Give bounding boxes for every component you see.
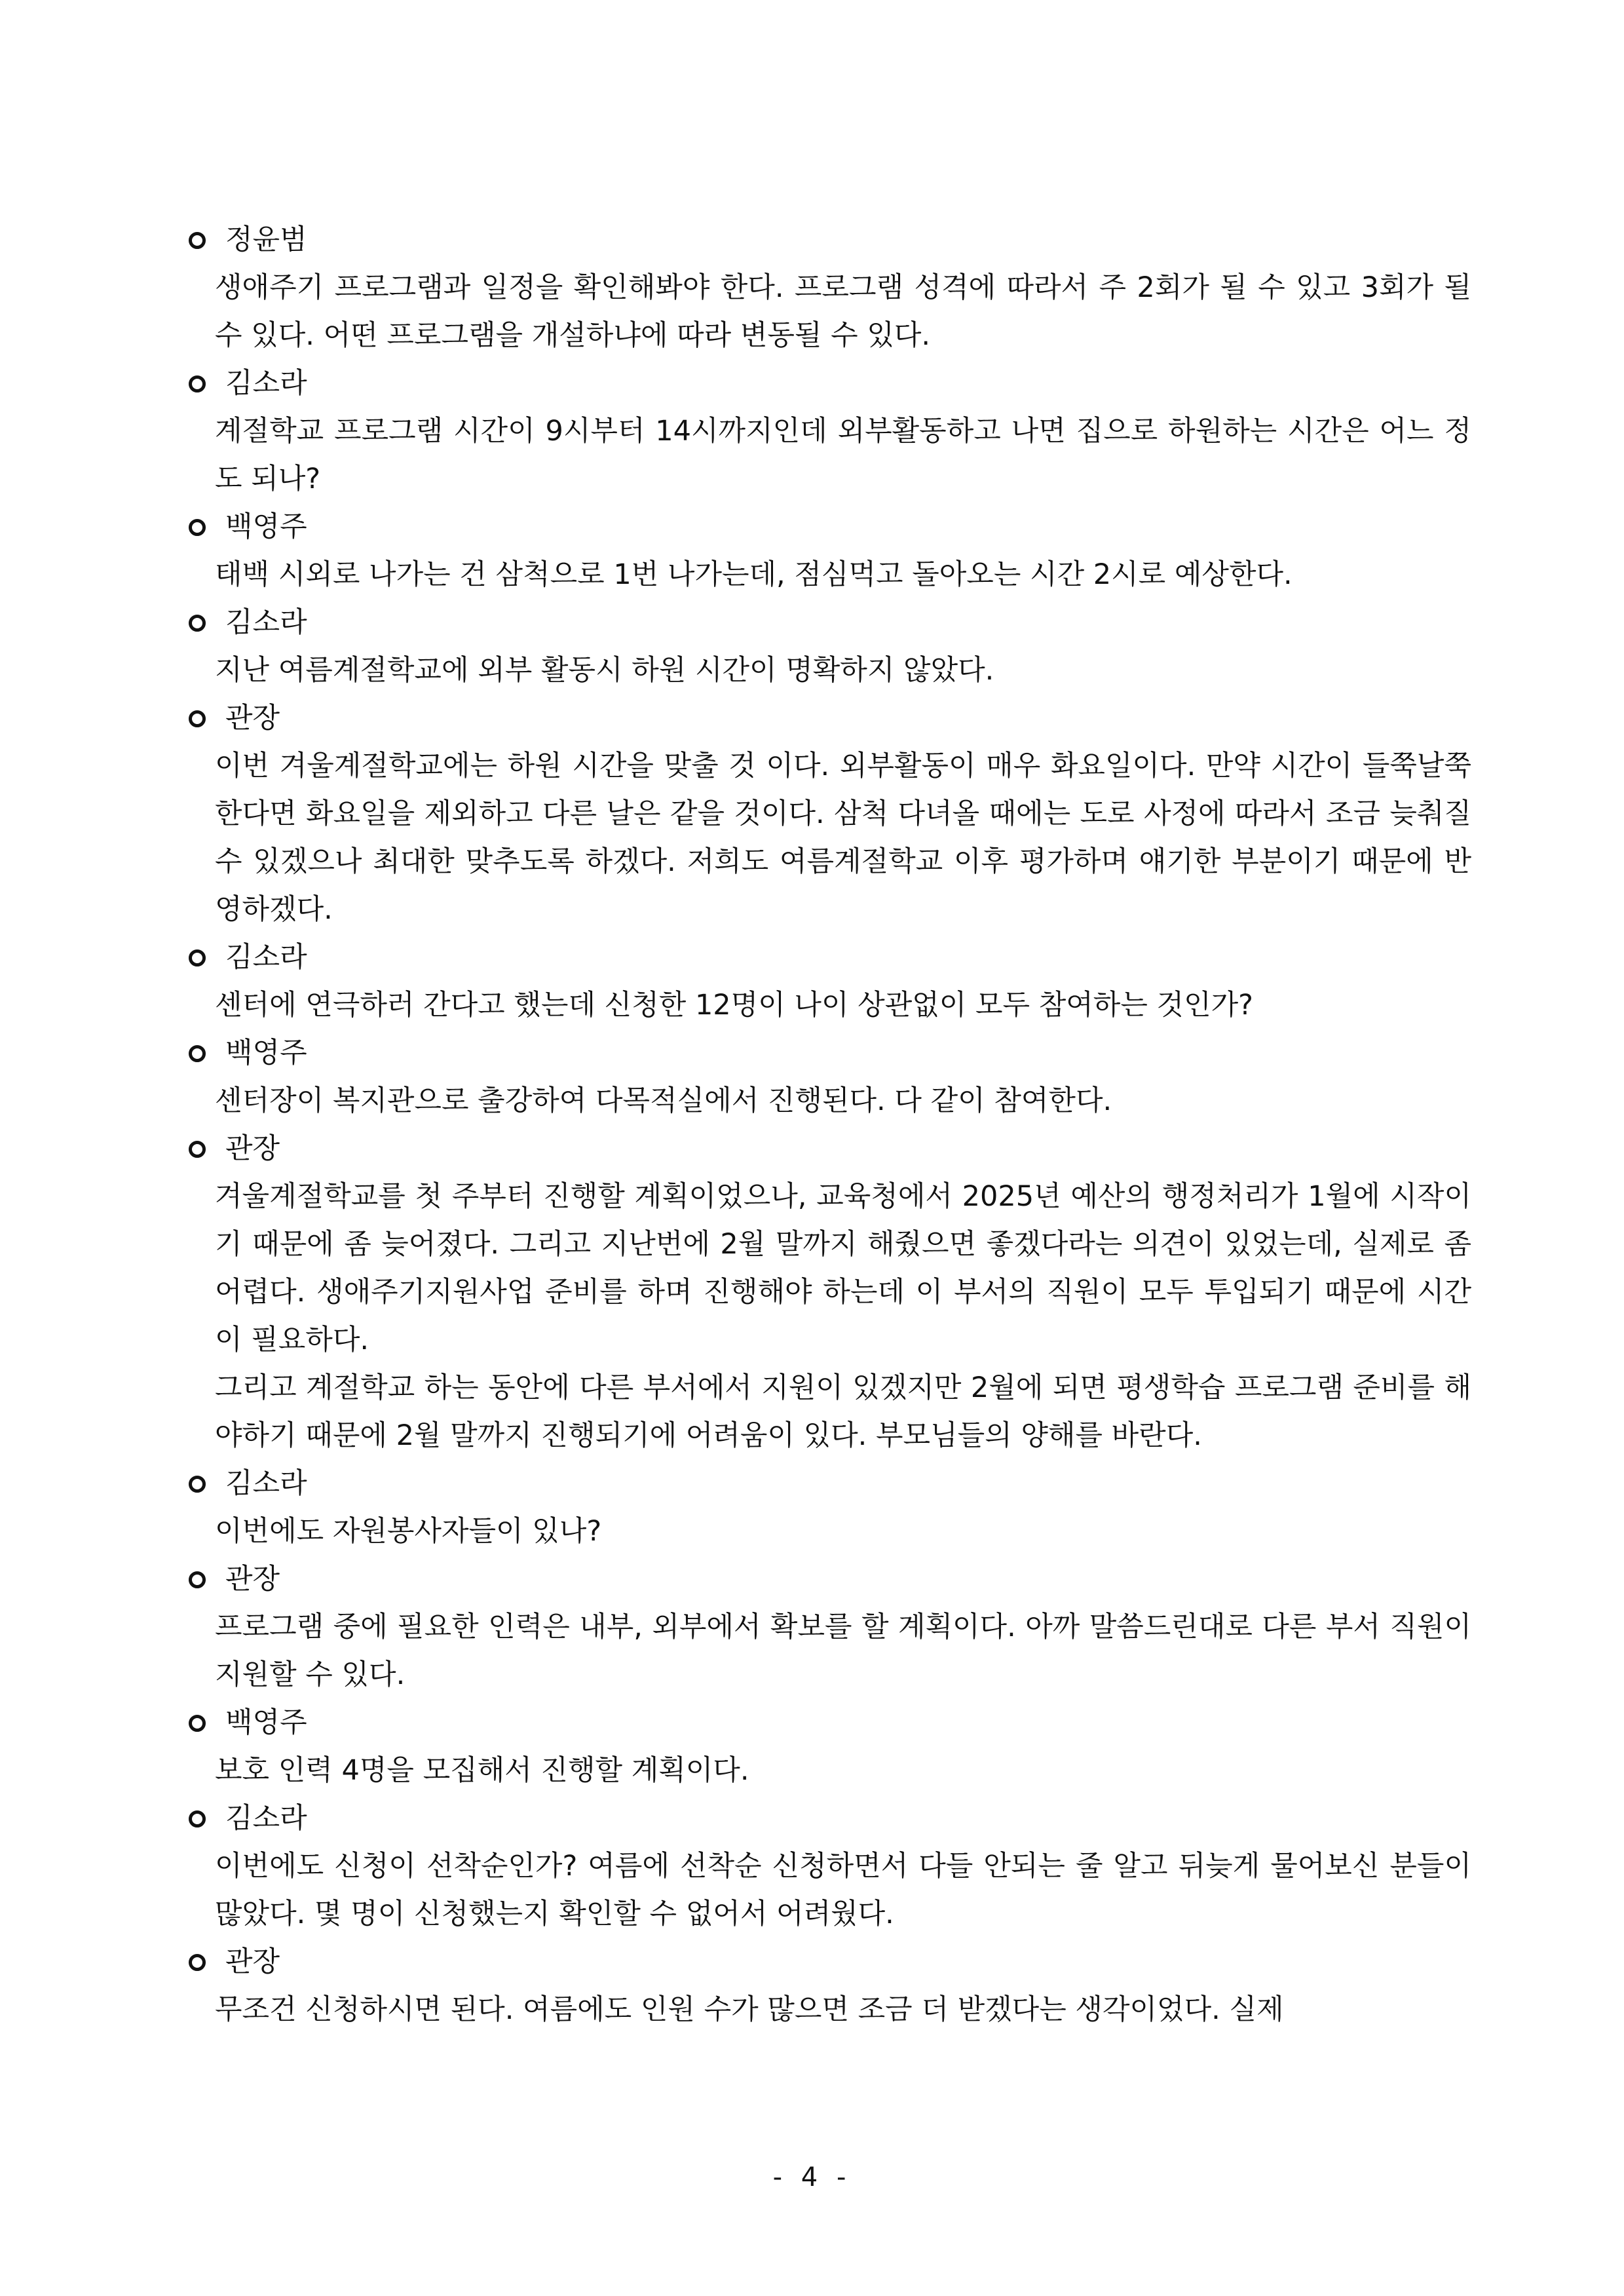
speaker-row (174, 360, 1471, 408)
speaker-name: 관장 (225, 702, 280, 735)
speaker-row (174, 599, 1471, 647)
minutes-entry (174, 503, 1471, 599)
circle-bullet-icon (189, 1715, 206, 1732)
circle-bullet-icon (189, 949, 206, 966)
minutes-entry (174, 1460, 1471, 1556)
speaker-row (174, 1125, 1471, 1173)
circle-bullet-icon (189, 519, 206, 536)
circle-bullet-icon (189, 232, 206, 249)
speaker-remark (215, 408, 1471, 503)
remark-paragraph: 계절학교 프로그램 시간이 9시부터 14시까지인데 외부활동하고 나면 집으로 하원하는 시간은 어느 정도 되나? (215, 415, 1471, 495)
speaker-remark (215, 1173, 1471, 1460)
minutes-entry (174, 695, 1471, 934)
remark-paragraph: 무조건 신청하시면 된다. 여름에도 인원 수가 많으면 조금 더 받겠다는 생각이었다. 실제 (215, 1993, 1284, 2026)
remark-paragraph: 지난 여름계절학교에 외부 활동시 하원 시간이 명확하지 않았다. (215, 654, 994, 687)
speaker-name: 김소라 (225, 367, 307, 400)
remark-paragraph: 이번에도 자원봉사자들이 있나? (215, 1515, 602, 1548)
speaker-remark (215, 1077, 1471, 1125)
speaker-name: 관장 (225, 1563, 280, 1596)
minutes-entry (174, 1795, 1471, 1938)
remark-paragraph: 이번 겨울계절학교에는 하원 시간을 맞출 것 이다. 외부활동이 매우 화요일이다. 만약 시간이 들쭉날쭉한다면 화요일을 제외하고 다른 날은 같을 것이다. 삼척 다녀올 때에는 도로 사정에 따라서 조금 늦춰질 수 있겠으나 최대한 맞추도록 하겠다. 저희도 여름계절학교 이후 평가하며 얘기한 부분이기 때문에 반영하겠다. (215, 750, 1471, 926)
remark-paragraph: 태백 시외로 나가는 건 삼척으로 1번 나가는데, 점심먹고 돌아오는 시간 2시로 예상한다. (215, 558, 1293, 591)
minutes-entry (174, 1699, 1471, 1795)
circle-bullet-icon (189, 1954, 206, 1971)
circle-bullet-icon (189, 1810, 206, 1827)
circle-bullet-icon (189, 1476, 206, 1493)
speaker-name: 백영주 (225, 1706, 307, 1739)
speaker-remark (215, 1508, 1471, 1556)
speaker-row (174, 503, 1471, 551)
speaker-remark (215, 647, 1471, 695)
speaker-remark (215, 982, 1471, 1029)
minutes-entry (174, 599, 1471, 695)
speaker-name: 백영주 (225, 1037, 307, 1069)
minutes-entry (174, 1556, 1471, 1699)
speaker-row (174, 1938, 1471, 1986)
remark-paragraph: 생애주기 프로그램과 일정을 확인해봐야 한다. 프로그램 성격에 따라서 주 2회가 될 수 있고 3회가 될 수 있다. 어떤 프로그램을 개설하냐에 따라 변동될 수 있다. (215, 271, 1471, 352)
speaker-remark (215, 742, 1471, 934)
remark-paragraph: 그리고 계절학교 하는 동안에 다른 부서에서 지원이 있겠지만 2월에 되면 평생학습 프로그램 준비를 해야하기 때문에 2월 말까지 진행되기에 어려움이 있다. 부모님들의 양해를 바란다. (215, 1371, 1471, 1452)
speaker-remark (215, 1986, 1471, 2034)
speaker-row (174, 1460, 1471, 1508)
speaker-row (174, 1029, 1471, 1077)
minutes-entry (174, 1125, 1471, 1460)
minutes-body (174, 216, 1471, 2034)
speaker-name: 김소라 (225, 606, 307, 639)
speaker-remark (215, 1747, 1471, 1795)
minutes-entry (174, 1029, 1471, 1125)
remark-paragraph: 센터에 연극하러 간다고 했는데 신청한 12명이 나이 상관없이 모두 참여하는 것인가? (215, 989, 1253, 1022)
remark-paragraph: 센터장이 복지관으로 출강하여 다목적실에서 진행된다. 다 같이 참여한다. (215, 1084, 1112, 1117)
speaker-name: 김소라 (225, 1467, 307, 1500)
circle-bullet-icon (189, 615, 206, 632)
page-number: - 4 - (772, 2162, 852, 2192)
speaker-name: 백영주 (225, 510, 307, 543)
remark-paragraph: 겨울계절학교를 첫 주부터 진행할 계획이었으나, 교육청에서 2025년 예산의 행정처리가 1월에 시작이기 때문에 좀 늦어졌다. 그리고 지난번에 2월 말까지 해줬으면 좋겠다라는 의견이 있었는데, 실제로 좀 어렵다. 생애주기지원사업 준비를 하며 진행해야 하는데 이 부서의 직원이 모두 투입되기 때문에 시간이 필요하다. (215, 1180, 1471, 1356)
minutes-entry (174, 934, 1471, 1029)
minutes-entry (174, 216, 1471, 360)
speaker-remark (215, 1603, 1471, 1699)
speaker-name: 관장 (225, 1132, 280, 1165)
remark-paragraph: 이번에도 신청이 선착순인가? 여름에 선착순 신청하면서 다들 안되는 줄 알고 뒤늦게 물어보신 분들이 많았다. 몇 명이 신청했는지 확인할 수 없어서 어려웠다. (215, 1850, 1471, 1930)
speaker-row (174, 695, 1471, 742)
remark-paragraph: 보호 인력 4명을 모집해서 진행할 계획이다. (215, 1754, 749, 1787)
circle-bullet-icon (189, 1045, 206, 1062)
minutes-entry (174, 1938, 1471, 2034)
speaker-remark (215, 551, 1471, 599)
speaker-name: 정윤범 (225, 223, 307, 256)
circle-bullet-icon (189, 1571, 206, 1588)
remark-paragraph: 프로그램 중에 필요한 인력은 내부, 외부에서 확보를 할 계획이다. 아까 말씀드린대로 다른 부서 직원이 지원할 수 있다. (215, 1611, 1471, 1691)
speaker-name: 김소라 (225, 1802, 307, 1835)
circle-bullet-icon (189, 1141, 206, 1158)
speaker-row (174, 216, 1471, 264)
speaker-remark (215, 264, 1471, 360)
speaker-row (174, 1795, 1471, 1843)
speaker-name: 김소라 (225, 941, 307, 974)
speaker-row (174, 1556, 1471, 1603)
speaker-remark (215, 1843, 1471, 1938)
speaker-row (174, 1699, 1471, 1747)
circle-bullet-icon (189, 375, 206, 392)
minutes-entry (174, 360, 1471, 503)
circle-bullet-icon (189, 710, 206, 727)
speaker-row (174, 934, 1471, 982)
speaker-name: 관장 (225, 1945, 280, 1978)
